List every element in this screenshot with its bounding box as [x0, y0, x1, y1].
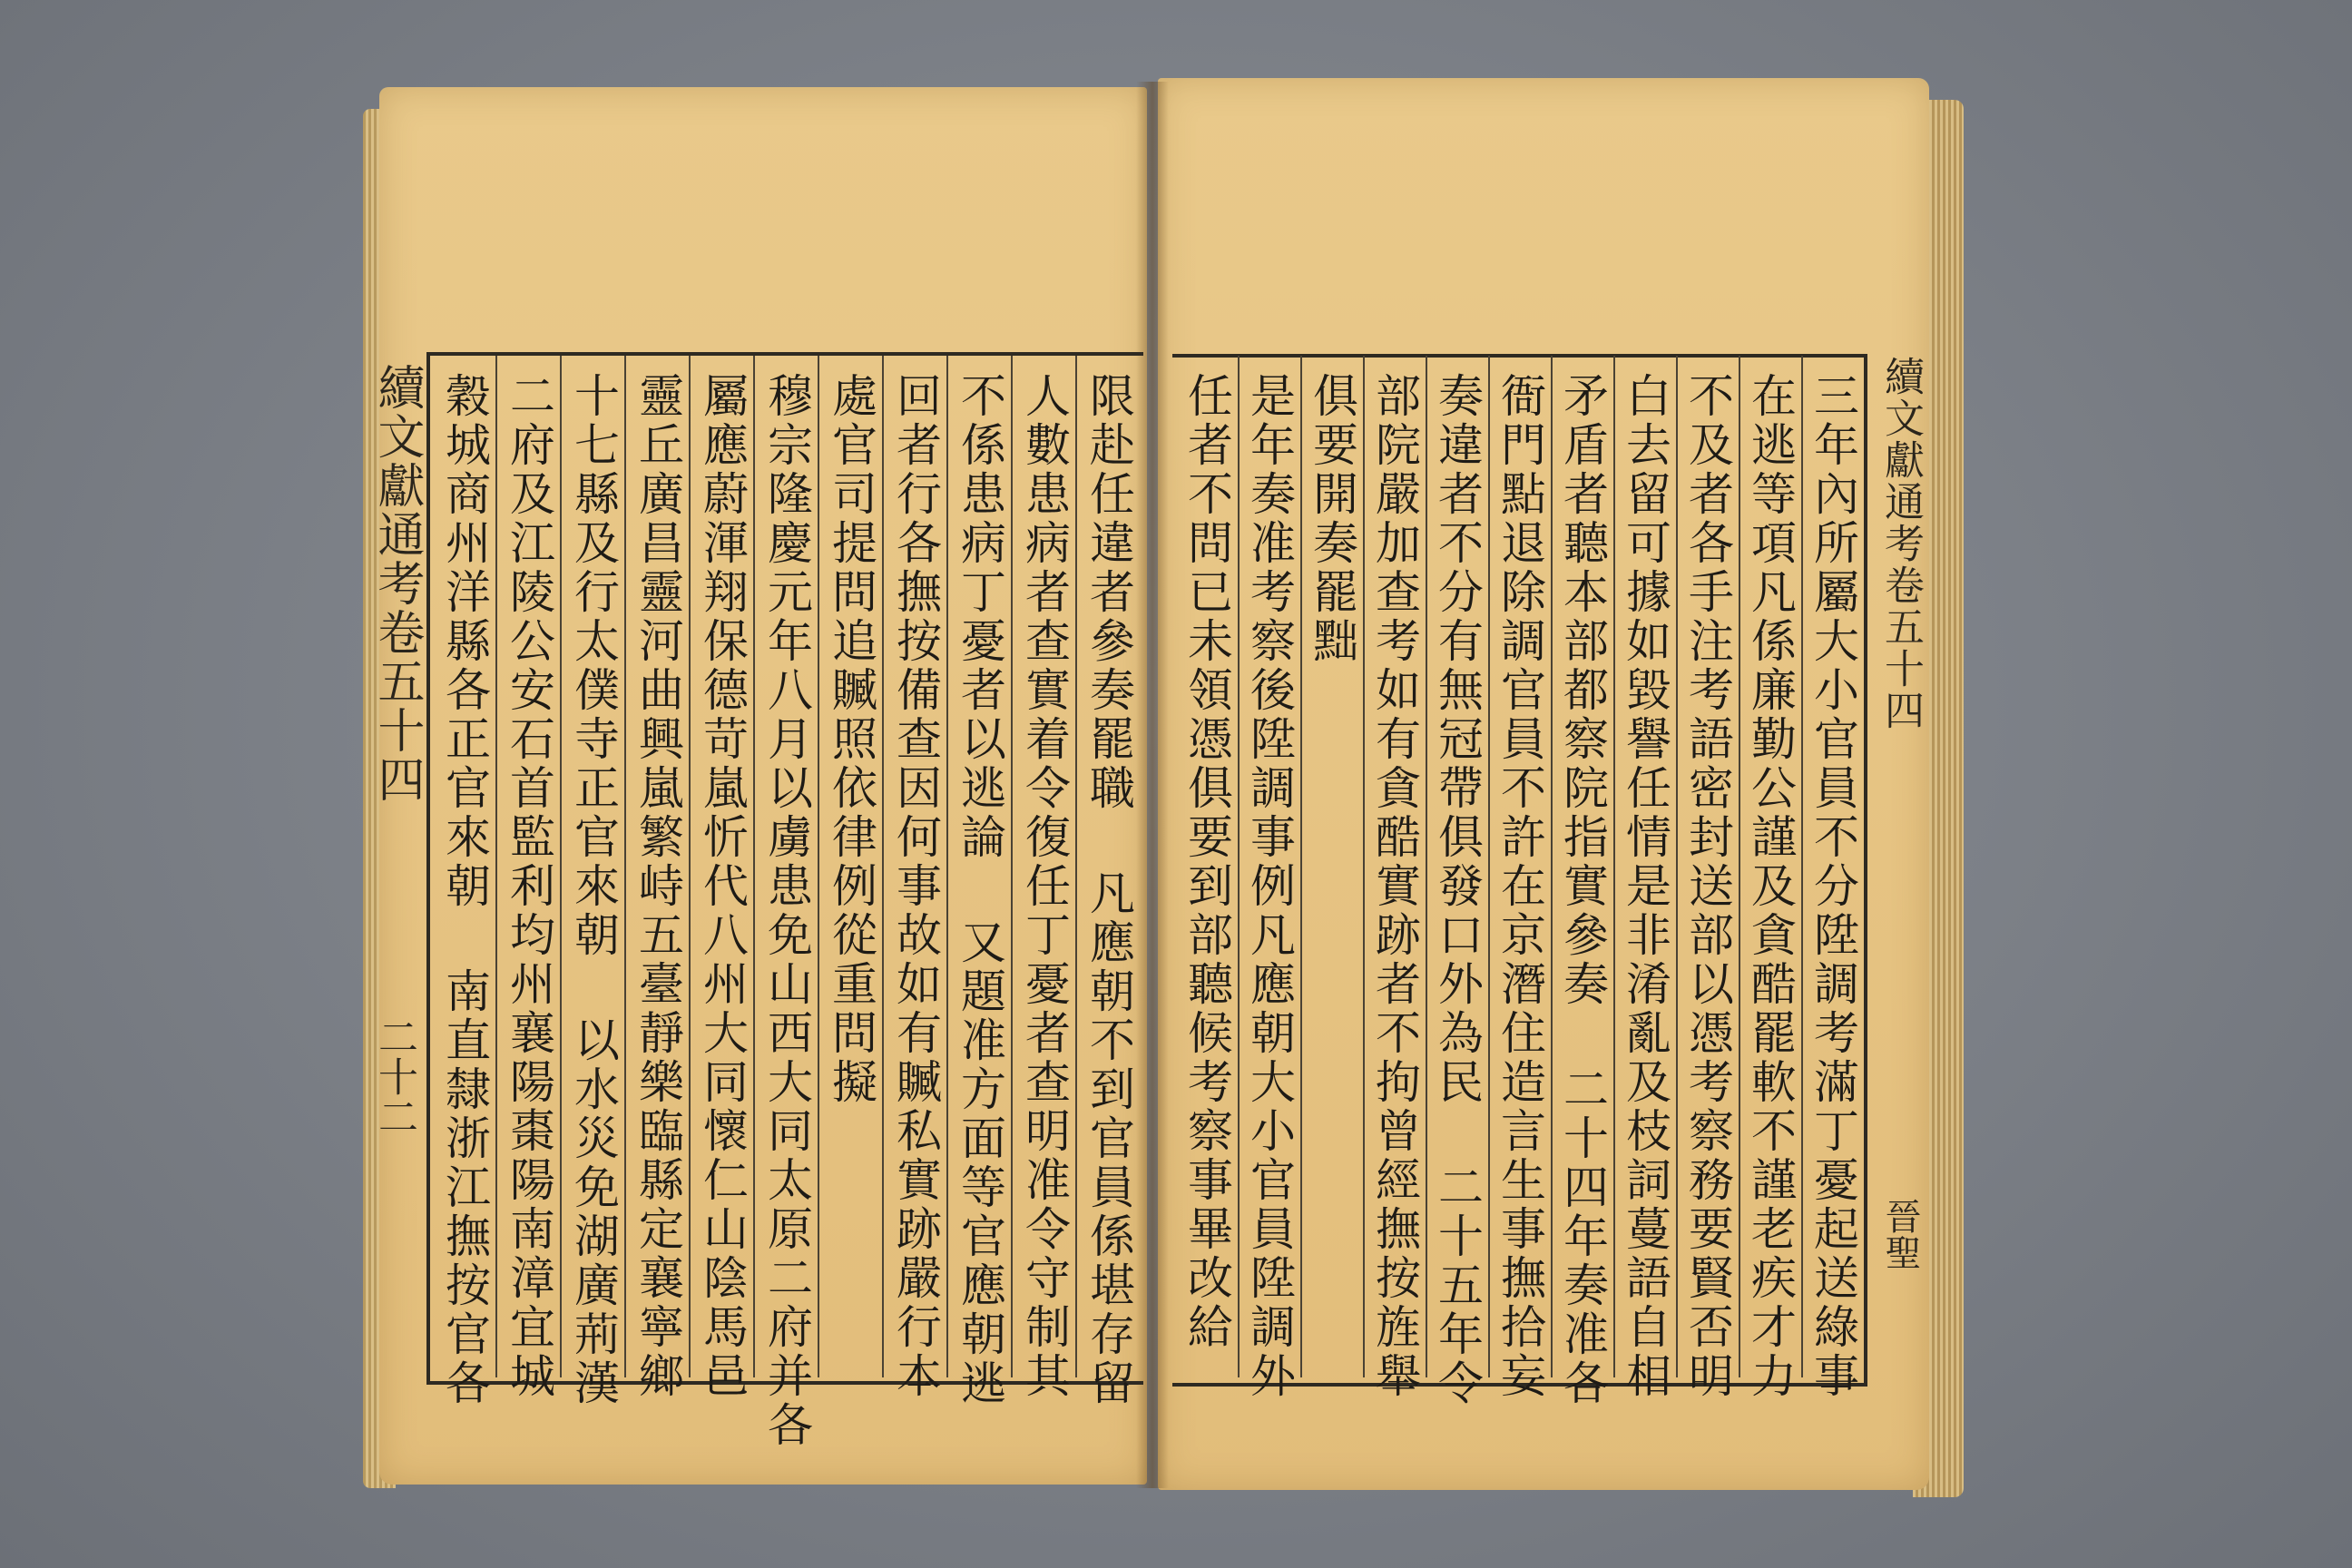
right-page-header-title: 續文獻通考卷五十四 [1877, 356, 1924, 731]
column-rule [882, 356, 884, 1377]
column-rule [1075, 356, 1077, 1377]
left-page-column-9: 十七縣及行太僕寺正官來朝 以水災免湖廣荊漢 [567, 372, 620, 1408]
column-rule [1551, 356, 1553, 1377]
left-page-folio-number: 二十二 [371, 1016, 417, 1136]
right-page-column-11: 任者不問已未領憑俱要到部聽候考察事畢改給 [1181, 372, 1233, 1352]
column-rule [1676, 356, 1678, 1377]
right-page-column-8: 部院嚴加查考如有貪酷實跡者不拘曾經撫按旌舉 [1368, 372, 1421, 1401]
right-page-column-9: 俱要開奏罷黜 [1306, 372, 1358, 666]
left-page-column-1: 限赴任違者參奏罷職 凡應朝不到官員係堪存留 [1083, 372, 1135, 1408]
column-rule [1011, 356, 1013, 1377]
left-page-column-10: 二府及江陵公安石首監利均州襄陽棗陽南漳宜城 [503, 372, 555, 1401]
column-rule [1613, 356, 1615, 1377]
left-page-column-3: 不係患病丁憂者以逃論 又題准方面等官應朝逃 [954, 372, 1006, 1408]
right-page-column-6: 衙門點退除調官員不許在京潛住造言生事撫拾妄 [1494, 372, 1546, 1401]
right-page-column-10: 是年奏准考察後陞調事例凡應朝大小官員陞調外 [1243, 372, 1296, 1401]
right-page-margin-mark: 晉聖 [1879, 1198, 1921, 1270]
column-rule [689, 356, 691, 1377]
column-rule [1300, 356, 1302, 1377]
column-rule [560, 356, 562, 1377]
left-page-column-6: 穆宗隆慶元年八月以虜患免山西大同太原二府并各 [760, 372, 813, 1450]
column-rule [1801, 356, 1803, 1377]
right-page-column-4: 白去留可據如毀譽任情是非淆亂及枝詞蔓語自相 [1619, 372, 1671, 1401]
column-rule [1363, 356, 1365, 1377]
column-rule [495, 356, 497, 1377]
left-page-header-title: 續文獻通考卷五十四 [369, 363, 424, 804]
column-rule [753, 356, 755, 1377]
right-page-column-5: 矛盾者聽本部都察院指實參奏 二十四年奏准各 [1556, 372, 1609, 1408]
right-page-column-2: 在逃等項凡係廉勤公謹及貪酷罷軟不謹老疾才力 [1744, 372, 1797, 1401]
left-page-column-11: 穀城商州洋縣各正官來朝 南直隸浙江撫按官各 [438, 372, 491, 1408]
column-rule [1739, 356, 1740, 1377]
right-page-column-7: 奏違者不分有無冠帶俱發口外為民 二十五年令 [1431, 372, 1484, 1408]
left-page-column-5: 處官司提問追贓照依律例從重問擬 [825, 372, 877, 1107]
left-page-column-7: 屬應蔚渾翔保德苛嵐忻代八州大同懷仁山陰馬邑 [696, 372, 749, 1401]
right-page-column-3: 不及者各手注考語密封送部以憑考察務要賢否明 [1681, 372, 1734, 1401]
left-page-column-2: 人數患病者查實着令復任丁憂者查明准令守制其 [1018, 372, 1071, 1401]
column-rule [1426, 356, 1427, 1377]
column-rule [818, 356, 819, 1377]
right-page-column-1: 三年內所屬大小官員不分陞調考滿丁憂起送綠事 [1807, 372, 1859, 1401]
column-rule [1238, 356, 1240, 1377]
column-rule [946, 356, 948, 1377]
column-rule [1488, 356, 1490, 1377]
column-rule [624, 356, 626, 1377]
left-page-column-8: 靈丘廣昌靈河曲興嵐繁峙五臺靜樂臨縣定襄寧鄉 [632, 372, 684, 1401]
left-page-column-4: 回者行各撫按備查因何事故如有贓私實跡嚴行本 [889, 372, 942, 1401]
